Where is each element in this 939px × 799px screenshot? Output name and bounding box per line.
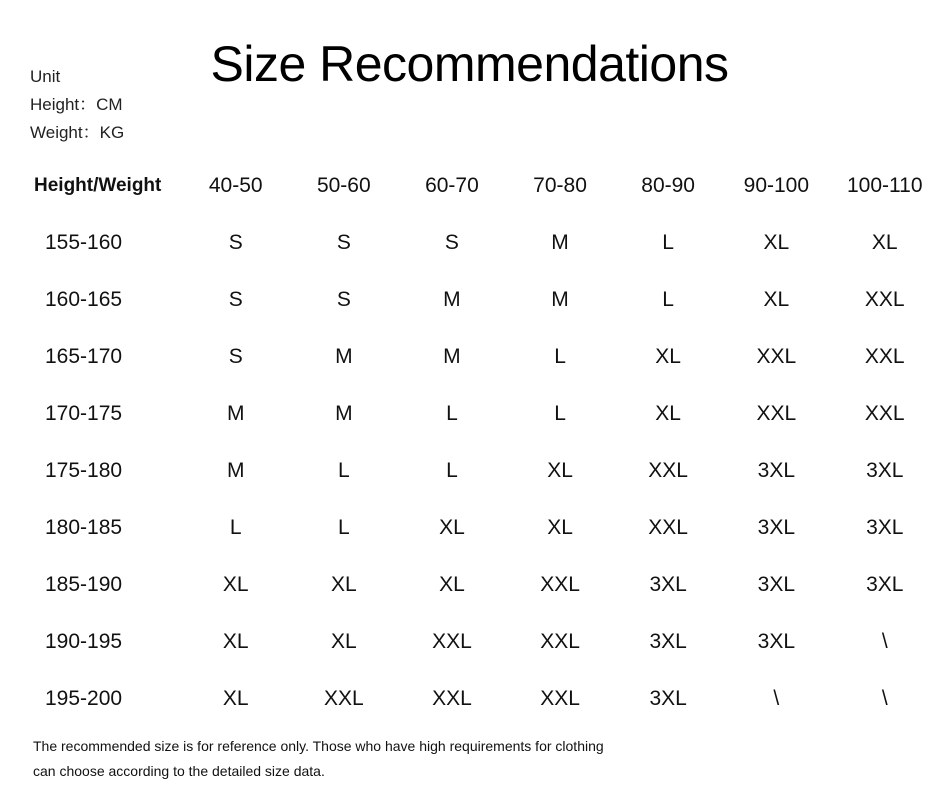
row-height-label: 190-195 — [45, 629, 123, 653]
page-title-text: Size Recommendations — [210, 36, 729, 92]
column-header: 60-70 — [425, 174, 479, 197]
row-height-label: 185-190 — [45, 572, 123, 596]
row-height-label: 160-165 — [45, 287, 123, 311]
size-cell: XXL — [540, 629, 580, 653]
size-cell: XXL — [864, 344, 905, 368]
weight-unit: Weight：KG — [30, 123, 125, 142]
column-header: 80-90 — [641, 174, 695, 197]
size-cell: 3XL — [866, 458, 904, 482]
size-cell: XXL — [864, 401, 905, 425]
size-table — [28, 158, 939, 727]
size-cell: L — [662, 287, 674, 311]
size-cell: 3XL — [649, 629, 687, 653]
unit-label: Unit — [30, 67, 61, 86]
size-cell: 3XL — [649, 686, 687, 710]
size-cell: L — [662, 230, 674, 254]
size-cell: L — [554, 401, 566, 425]
row-height-label: 155-160 — [45, 230, 123, 254]
table-row — [28, 271, 939, 328]
reference-note — [33, 734, 604, 784]
table-header-row — [28, 158, 939, 214]
size-cell: S — [336, 287, 351, 311]
size-cell: S — [228, 344, 243, 368]
size-cell: XL — [330, 629, 357, 653]
column-header: 40-50 — [208, 174, 263, 197]
size-cell: M — [335, 344, 353, 368]
size-cell: 3XL — [757, 572, 796, 596]
size-cell: 3XL — [757, 629, 796, 653]
size-cell: 3XL — [757, 458, 796, 482]
size-cell: XL — [763, 287, 790, 311]
size-cell: XXL — [432, 686, 472, 710]
size-cell: XL — [222, 686, 249, 710]
size-cell: L — [446, 401, 458, 425]
size-cell: M — [551, 287, 569, 311]
size-cell: S — [444, 230, 459, 254]
size-cell: L — [554, 344, 566, 368]
row-height-label: 165-170 — [45, 344, 123, 368]
column-header: 100-110 — [846, 174, 923, 197]
table-row — [28, 442, 939, 499]
size-cell: XXL — [756, 401, 797, 425]
size-cell: \ — [773, 686, 780, 710]
note-line-2: can choose according to the detailed size data. — [33, 763, 325, 779]
table-body — [28, 214, 939, 727]
table-row — [28, 670, 939, 727]
size-cell: 3XL — [866, 515, 904, 539]
table-row — [28, 613, 939, 670]
size-cell: XL — [763, 230, 790, 254]
size-cell: L — [337, 515, 350, 539]
row-height-label: 170-175 — [45, 401, 123, 425]
note-line-1: The recommended size is for reference only. Those who have high requirements for clothing — [33, 738, 604, 754]
size-cell: XXL — [756, 344, 797, 368]
size-cell: XL — [439, 515, 465, 539]
size-cell: M — [443, 287, 461, 311]
size-cell: \ — [881, 629, 888, 653]
column-header: 90-100 — [743, 174, 810, 197]
page-title — [0, 34, 939, 94]
size-cell: XL — [655, 401, 681, 425]
size-cell: XXL — [323, 686, 364, 710]
size-cell: XL — [222, 629, 249, 653]
size-cell: M — [226, 458, 245, 482]
size-cell: 3XL — [649, 572, 687, 596]
table-row — [28, 499, 939, 556]
size-cell: L — [337, 458, 350, 482]
size-cell: XL — [439, 572, 465, 596]
size-cell: XL — [330, 572, 357, 596]
size-cell: S — [228, 230, 243, 254]
size-cell: 3XL — [757, 515, 796, 539]
size-cell: XXL — [540, 572, 580, 596]
size-cell: L — [446, 458, 458, 482]
size-cell: M — [551, 230, 569, 254]
column-header: 70-80 — [533, 174, 587, 197]
size-cell: XL — [547, 458, 573, 482]
size-cell: \ — [881, 686, 888, 710]
size-cell: XXL — [540, 686, 580, 710]
row-height-label: 195-200 — [45, 686, 123, 710]
row-height-label: 175-180 — [45, 458, 123, 482]
height-unit: Height：CM — [30, 95, 123, 114]
size-cell: XXL — [432, 629, 472, 653]
size-cell: XXL — [648, 515, 688, 539]
size-cell: XL — [871, 230, 898, 254]
size-cell: XL — [547, 515, 573, 539]
size-cell: S — [336, 230, 351, 254]
table-row — [28, 328, 939, 385]
corner-header: Height/Weight — [34, 175, 162, 196]
size-cell: M — [443, 344, 461, 368]
table-row — [28, 214, 939, 271]
size-cell: 3XL — [866, 572, 904, 596]
table-row — [28, 385, 939, 442]
size-cell: S — [228, 287, 243, 311]
size-cell: XXL — [864, 287, 905, 311]
size-cell: M — [335, 401, 353, 425]
size-cell: XL — [655, 344, 681, 368]
size-cell: XXL — [648, 458, 688, 482]
row-height-label: 180-185 — [45, 515, 123, 539]
size-cell: M — [226, 401, 245, 425]
size-cell: XL — [222, 572, 249, 596]
table-row — [28, 556, 939, 613]
column-header: 50-60 — [316, 174, 371, 197]
size-cell: L — [229, 515, 242, 539]
